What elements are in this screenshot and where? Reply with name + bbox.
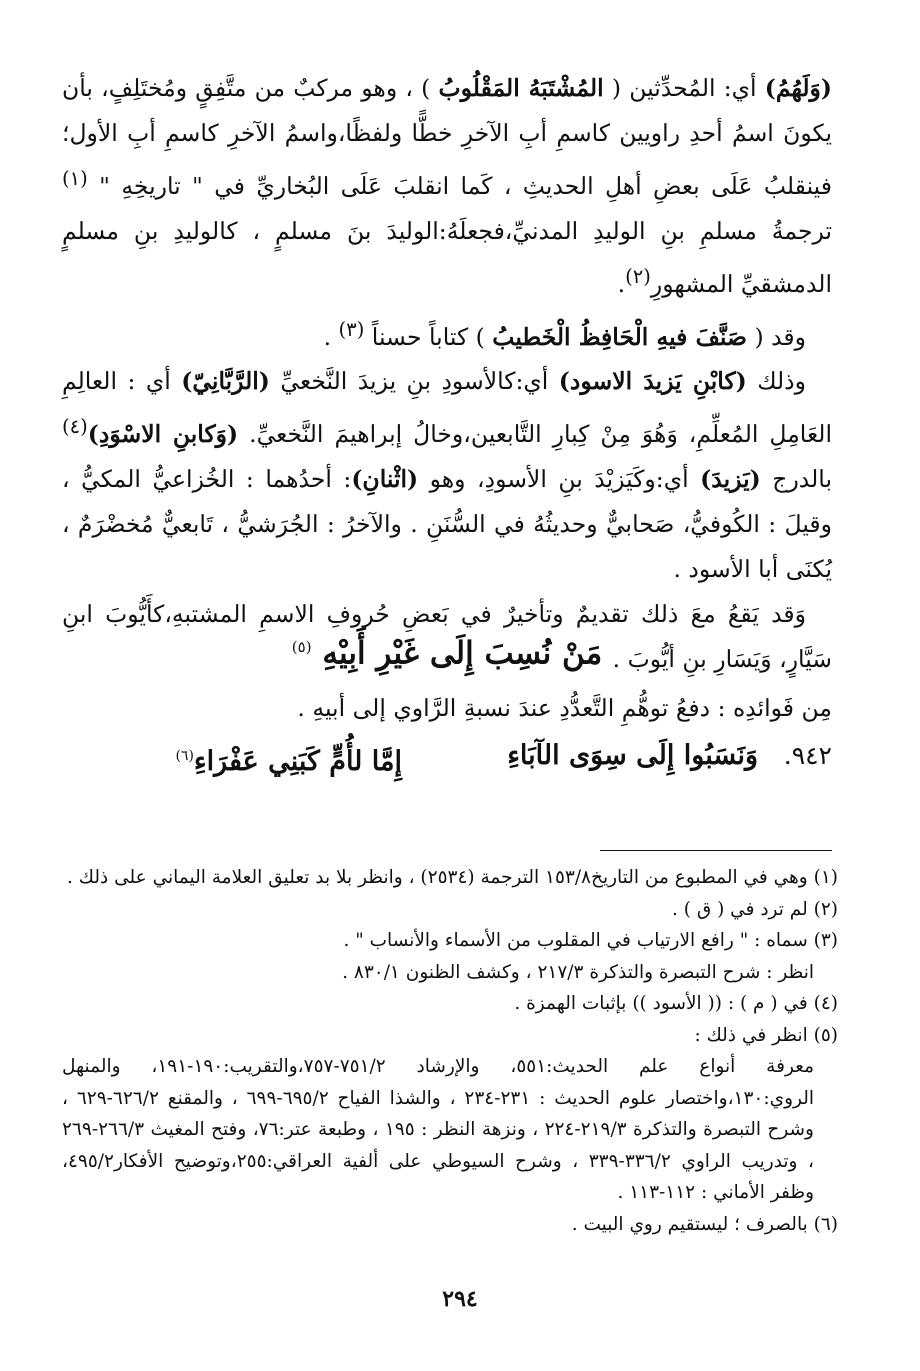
verse-hemistich-first: وَنَسَبُوا إِلَى سِوَى الآبَاءِ [507,740,758,771]
benefit-line: مِن فَوائدِه : دفعُ توهُّمِ التَّعدُّدِ عندَ نسبةِ الرَّاوي إلى أبيهِ . [297,694,832,722]
footnote-1: (١) وهي في المطبوع من التاريخ١٥٣/٨ الترجمة (٢٥٣٤) ، وانظر بلا بد تعليق العلامة اليماني على ذلك . [67,867,838,888]
commentary-text: وقد ( [746,322,806,351]
paragraph-ibn-yazid [62,359,832,592]
footnote-ref[interactable]: (٤) [62,415,88,439]
commentary-text: أي: المُحدِّثين ( [603,74,765,102]
section-heading [62,622,832,678]
page-number: ٢٩٤ [442,1286,478,1312]
footnote-separator [600,850,832,851]
paragraph-taqdim: وَقد يَقعُ معَ ذلك تقديمٌ وتأخيرٌ في بَعضِ حُروفِ الاسمِ المشتبهِ،كأَيُّوبَ ابنِ سَيَّارٍ، وَيَسَارِ بنِ أيُّوبَ . [62,600,832,674]
commentary-text: ترجمةُ مسلمِ بنِ الوليدِ المدنيِّ،فجعلَهُ:الوليدَ بنَ مسلمٍ ، كالوليدِ بنِ مسلمٍ الدمشقيِّ المشهورِ [62,216,832,298]
verse-line [62,732,832,780]
footnotes [62,862,838,1240]
footnote-ref[interactable]: (١) [62,167,88,190]
matn-term: (وَكابنِ الاسْوَدِ) [87,420,239,449]
matn-term: (يَزيدَ) [700,465,761,494]
footnote-5: (٥) انظر في ذلك : [694,1024,838,1046]
punctuation: . [617,269,626,298]
footnote-ref[interactable]: (٣) [338,317,365,341]
footnote-ref[interactable]: (٢) [625,264,651,288]
matn-term: (وَلَهُمُ) [764,74,832,102]
commentary-text: ) كتاباً حسناً [364,322,493,351]
footnote-4: (٤) في ( م ) : (( الأسود )) بإثبات الهمزة . [514,993,838,1014]
verse-hemistich-text: إِمَّا لأُمٍّ كَبَنِي عَفْرَاءِ [193,746,402,777]
matn-term: المُشْتَبَهُ المَقْلُوبُ [438,74,604,102]
verse-hemistich-second [175,732,402,786]
matn-term: (كابْنِ يَزيدَ الاسود) [558,367,747,396]
matn-term: (الرَّبَّانِيّ) [181,367,270,396]
commentary-text: بالدرج [760,465,832,494]
commentary-text: ) ، وهو مركبٌ من متَّفِقٍ ومُختَلِفٍ، بأن يكونَ اسمُ أحدِ راويين كاسمِ أبِ الآخرِ خطًّا ولفظًا،واسمُ الآخرِ كاسمِ أبِ الأول؛ فينقلبُ عَلَى بعضِ أهلِ الحديثِ ، كَما انقلبَ عَلَى البُخاريِّ في " تاريخِهِ " [62,74,832,200]
paragraph-khatib [62,307,832,360]
paragraph-mushtabah-maqlub [62,66,832,307]
commentary-text: أي:وكَيَزيْدَ بنِ الأسودِ، وهو [418,465,701,494]
footnote-6: (٦) بالصرف ؛ ليستقيم روي البيت . [571,1213,838,1235]
verse-number: ٩٤٢. [783,741,832,770]
footnote-ref[interactable]: (٥) [291,638,312,656]
heading-title: مَنْ نُسِبَ إِلَى غَيْرِ أَبِيْهِ [322,635,603,672]
commentary-text: أي : العالِمِ العَامِلِ المُعلِّمِ، وَهُوَ مِنْ كِبارِ التَّابعين،وخالُ إبراهيمَ النَّخعيِّ. [62,367,832,449]
matn-term: صَنَّفَ فيهِ الْحَافِظُ الْخَطيبُ [492,322,747,351]
footnote-ref[interactable]: (٦) [175,748,194,764]
commentary-text: وذلك [746,367,806,396]
commentary-text: أي:كالأسودِ بنِ يزيدَ النَّخعيِّ [269,367,559,396]
footnote-3: (٣) سماه : " رافع الارتياب في المقلوب من الأسماء والأنساب " . [343,930,838,951]
matn-term: (اثْنانِ) [351,465,419,494]
commentary-text: : أحدُهما : الخُزاعيُّ المكيُّ ، وقيلَ : الكُوفيُّ، صَحابيٌّ وحديثُهُ في السُّنَنِ . والآخرُ : الجُرَشيُّ ، تَابعيٌّ مُخضْرَمٌ ، يُكنَى أبا الأسود . [62,465,832,584]
footnote-5-sources: معرفة أنواع علم الحديث:٥٥١، والإرشاد ٧٥١/٢-٧٥٧،والتقريب:١٩٠-١٩١، والمنهل الروي:١٣٠،واختصار علوم الحديث : ٢٣١-٢٣٤ ، والشذا الفياح ٦٩٥/٢-٦٩٩ ، والمقنع ٦٢٦/٢-٦٢٩ ، وشرح التبصرة والتذكرة ٢١٩/٣-٢٢٤ ، ونزهة النظر : ١٩٥ ، وطبعة عتر:٧٦، وفتح المغيث ٢٦٦/٣-٢٦٩ ، وتدريب الراوي ٣٣٦/٢-٣٣٩ ، وشرح السيوطي على ألفية العراقي:٢٥٥،وتوضيح الأفكار٤٩٥/٢، وظفر الأماني : ١١٢-١١٣ . [62,1056,815,1203]
footnote-2: (٢) لم ترد في ( ق ) . [671,898,838,920]
punctuation: . [323,322,339,351]
footnote-3-continued: انظر : شرح التبصرة والتذكرة ٢١٧/٣ ، وكشف الظنون ٨٣٠/١ . [342,961,814,983]
main-text [62,66,832,682]
